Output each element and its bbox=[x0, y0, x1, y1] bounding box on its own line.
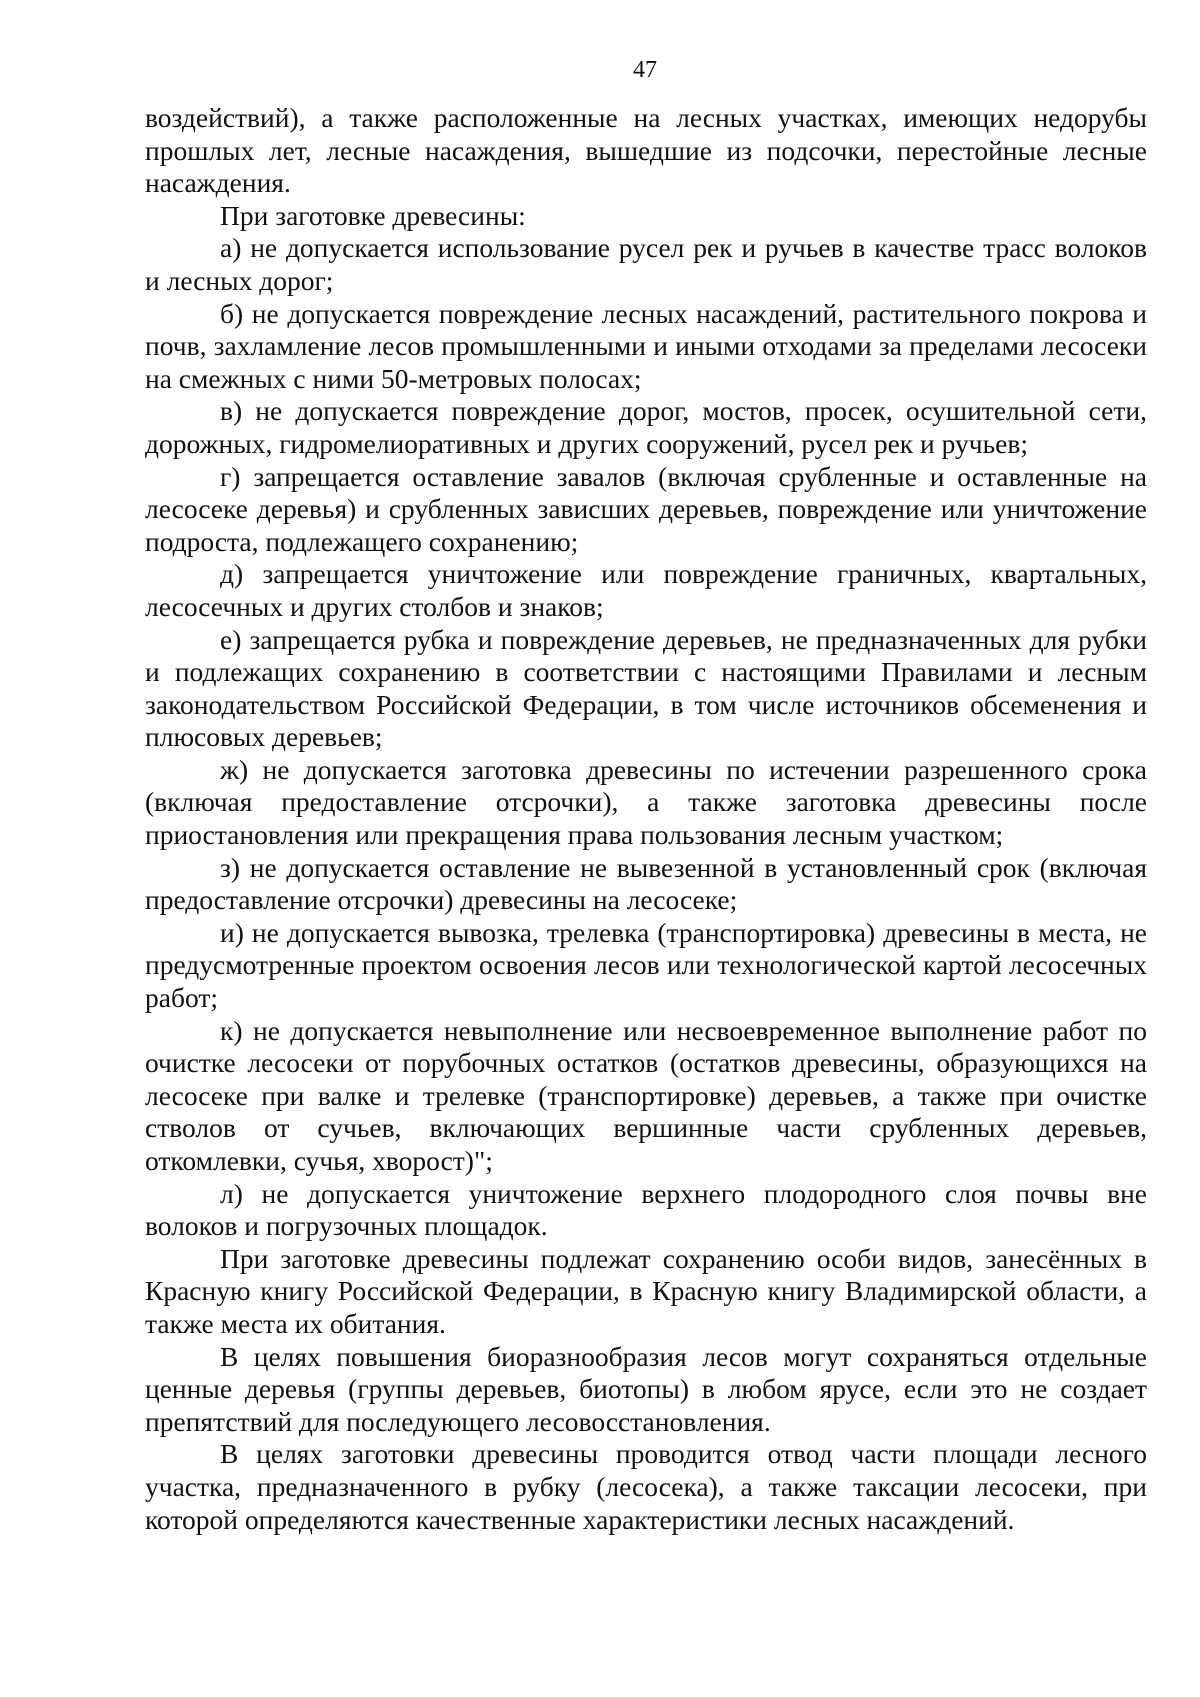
document-body bbox=[145, 102, 1147, 1536]
list-item-d: д) запрещается уничтожение или повреждение граничных, квартальных, лесосечных и других столбов и знаков; bbox=[145, 558, 1147, 622]
paragraph-red-book: При заготовке древесины подлежат сохранению особи видов, занесённых в Красную книгу Российской Федерации, в Красную книгу Владимирской области, а также места их обитания. bbox=[145, 1242, 1147, 1339]
list-item-l: л) не допускается уничтожение верхнего плодородного слоя почвы вне волоков и погрузочных площадок. bbox=[145, 1177, 1147, 1242]
list-item-e: е) запрещается рубка и повреждение деревьев, не предназначенных для рубки и подлежащих сохранению в соответствии с настоящими Правилами и лесным законодательством Российской Федерации, в том числе источников обсеменения и плюсовых деревьев; bbox=[145, 623, 1147, 753]
list-item-z: з) не допускается оставление не вывезенной в установленный срок (включая предоставление отсрочки) древесины на лесосеке; bbox=[145, 851, 1147, 916]
list-item-k: к) не допускается невыполнение или несвоевременное выполнение работ по очистке лесосеки от порубочных остатков (остатков древесины, образующихся на лесосеке при валке и трелевке (транспортировке) деревьев, а также при очистке стволов от сучьев, включающих вершинные части срубленных деревьев, откомлевки, сучья, хворост)"; bbox=[145, 1014, 1147, 1176]
list-item-v: в) не допускается повреждение дорог, мостов, просек, осушительной сети, дорожных, гидромелиоративных и других сооружений, русел рек и ручьев; bbox=[145, 395, 1147, 459]
list-item-i: и) не допускается вывозка, трелевка (транспортировка) древесины в места, не предусмотренные проектом освоения лесов или технологической картой лесосечных работ; bbox=[145, 916, 1147, 1014]
paragraph-intro: При заготовке древесины: bbox=[220, 199, 526, 231]
list-item-b: б) не допускается повреждение лесных насаждений, растительного покрова и почв, захламление лесов промышленными и иными отходами за пределами лесосеки на смежных с ними 50-метровых полосах; bbox=[145, 297, 1147, 394]
paragraph-continuation: воздействий), а также расположенные на лесных участках, имеющих недорубы прошлых лет, лесные насаждения, вышедшие из подсочки, перестойные лесные насаждения. bbox=[145, 102, 1147, 199]
paragraph-biodiversity: В целях повышения биоразнообразия лесов могут сохраняться отдельные ценные деревья (группы деревьев, биотопы) в любом ярусе, если это не создает препятствий для последующего лесовосстановления. bbox=[145, 1340, 1147, 1437]
paragraph-allotment: В целях заготовки древесины проводится отвод части площади лесного участка, предназначенного в рубку (лесосека), а также таксации лесосеки, при которой определяются качественные характеристики лесных насаждений. bbox=[145, 1438, 1147, 1535]
page-number: 47 bbox=[633, 57, 657, 83]
list-item-a: а) не допускается использование русел рек и ручьев в качестве трасс волоков и лесных дорог; bbox=[145, 232, 1147, 296]
list-item-g: г) запрещается оставление завалов (включая срубленные и оставленные на лесосеке деревья) и срубленных зависших деревьев, повреждение или уничтожение подроста, подлежащего сохранению; bbox=[145, 460, 1147, 557]
list-item-zh: ж) не допускается заготовка древесины по истечении разрешенного срока (включая предоставление отсрочки), а также заготовка древесины после приостановления или прекращения права пользования лесным участком; bbox=[145, 753, 1147, 851]
